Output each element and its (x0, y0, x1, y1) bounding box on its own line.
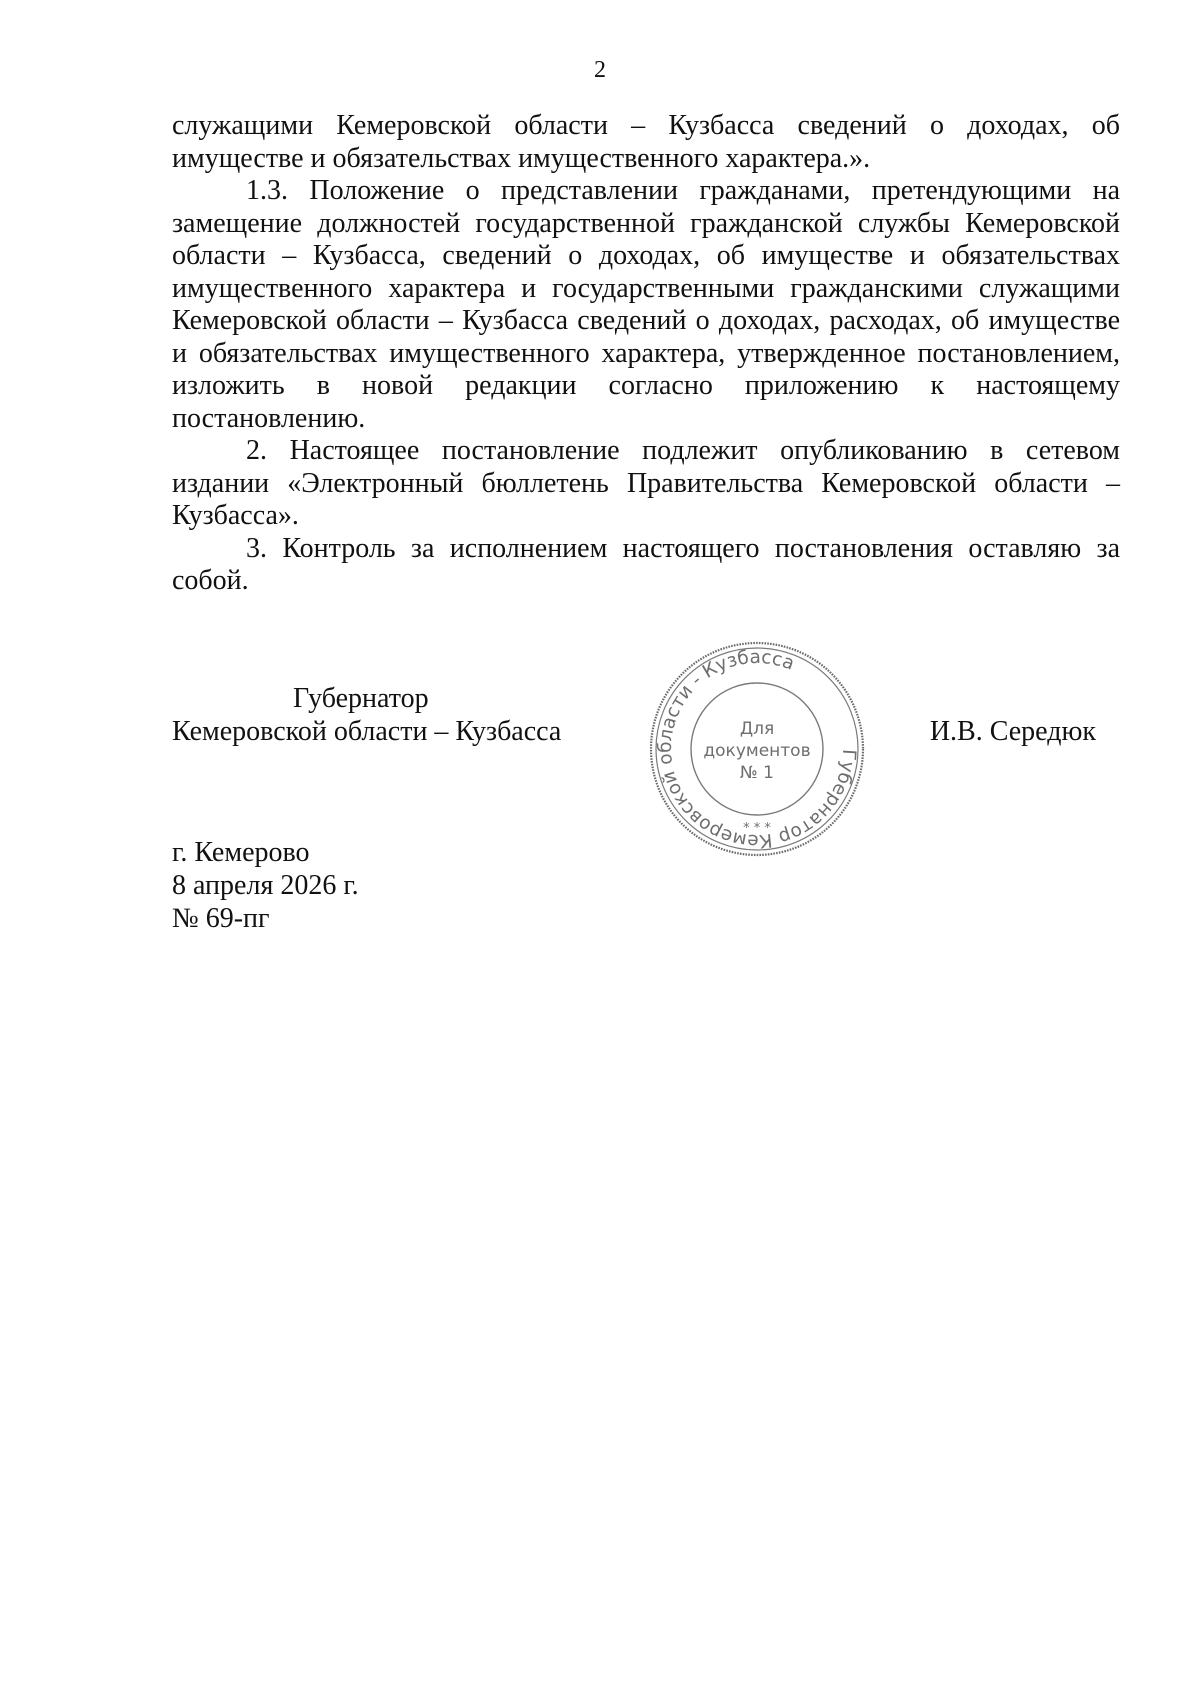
paragraph-item-2: 2. Настоящее постановление подлежит опубликованию в сетевом издании «Электронный бюллетень Правительства Кемеровской области – Кузбасса». (172, 435, 1120, 531)
page-number: 2 (594, 57, 606, 83)
paragraph-item-1-3: 1.3. Положение о представлении гражданами, претендующими на замещение должностей государственной гражданской службы Кемеровской области – Кузбасса, сведений о доходах, об имуществе и обязательствах имущественного характера и государственными гражданскими служащими Кемеровской области – Кузбасса сведений о доходах, расходах, об имуществе и обязательствах имущественного характера, утвержденное постановлением, изложить в новой редакции согласно приложению к настоящему постановлению. (172, 175, 1120, 434)
signature-block (172, 682, 1120, 747)
signatory-position-line1: Губернатор (293, 683, 429, 714)
seal-ring-text: Губернатор Кемеровской области - Кузбасса (654, 646, 860, 852)
seal-bottom-mark: * * * (743, 821, 771, 836)
seal-center-line2: документов (703, 741, 811, 761)
footer-city: г. Кемерово (172, 837, 310, 868)
paragraph-continuation: служащими Кемеровской области – Кузбасса сведений о доходах, об имуществе и обязательствах имущественного характера.». (172, 110, 1120, 174)
signatory-position-line2: Кемеровской области – Кузбасса (172, 716, 562, 747)
paragraph-item-3: 3. Контроль за исполнением настоящего постановления оставляю за собой. (172, 532, 1120, 596)
footer-number: № 69-пг (172, 903, 270, 934)
official-seal (648, 640, 866, 858)
signatory-name: И.В. Середюк (929, 716, 1096, 747)
seal-center-line1: Для (739, 719, 775, 739)
signatory-position (172, 682, 592, 748)
document-footer (172, 836, 359, 935)
document-body (172, 110, 1120, 598)
footer-date: 8 апреля 2026 г. (172, 870, 359, 901)
seal-center-line3: № 1 (740, 763, 774, 783)
